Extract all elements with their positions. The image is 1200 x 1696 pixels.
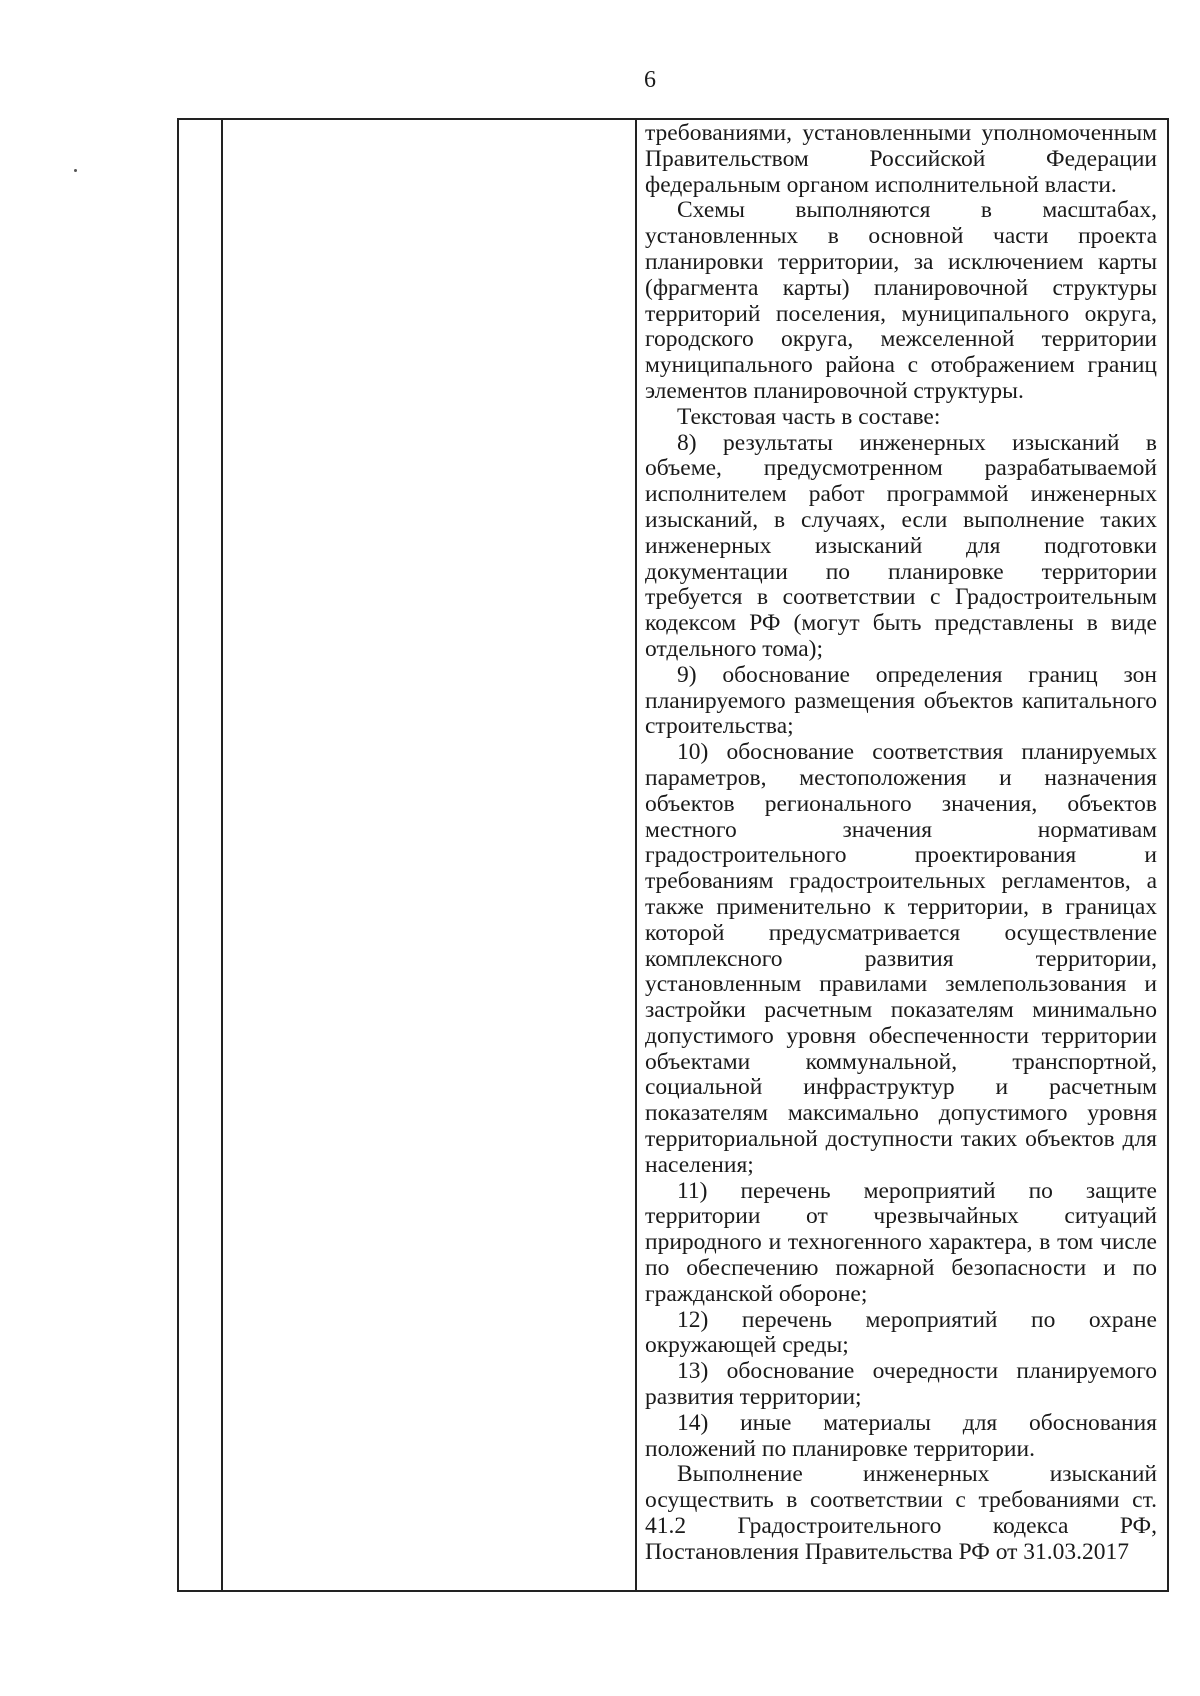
scan-speck (74, 169, 77, 172)
paragraph: 12) перечень мероприятий по охране окружающей среды; (645, 1306, 1157, 1359)
column-divider-right (635, 120, 637, 1590)
paragraph: 9) обоснование определения границ зон планируемого размещения объектов капитального строительства; (645, 661, 1157, 740)
paragraph: 8) результаты инженерных изысканий в объеме, предусмотренном разрабатываемой исполнителем работ программой инженерных изысканий, в случаях, если выполнение таких инженерных изысканий для подготовки документации по планировке территории требуется в соответствии с Градостроительным кодексом РФ (могут быть представлены в виде отдельного тома); (645, 429, 1157, 662)
requirements-text-cell (645, 121, 1157, 1566)
paragraph: Выполнение инженерных изысканий осуществить в соответствии с требованиями ст. 41.2 Градостроительного кодекса РФ, Постановления Правительства РФ от 31.03.2017 (645, 1461, 1157, 1565)
paragraph: 14) иные материалы для обоснования положений по планировке территории. (645, 1409, 1157, 1462)
paragraph: 10) обоснование соответствия планируемых параметров, местоположения и назначения объектов регионального значения, объектов местного значения нормативам градостроительного проектирования и требованиям градостроительных регламентов, а также применительно к территории, в границах которой предусматривается осуществление комплексного развития территории, установленным правилами землепользования и застройки расчетным показателям минимально допустимого уровня обеспеченности территории объектами коммунальной, транспортной, социальной инфраструктур и расчетным показателям максимально допустимого уровня территориальной доступности таких объектов для населения; (645, 739, 1157, 1178)
paragraph: 13) обоснование очередности планируемого развития территории; (645, 1358, 1157, 1411)
document-table (177, 118, 1169, 1592)
paragraph: 11) перечень мероприятий по защите территории от чрезвычайных ситуаций природного и техногенного характера, в том числе по обеспечению пожарной безопасности и по гражданской обороне; (645, 1177, 1157, 1307)
column-divider-left (221, 120, 223, 1590)
paragraph: требованиями, установленными уполномоченным Правительством Российской Федерации федеральным органом исполнительной власти. (645, 120, 1157, 198)
paragraph: Текстовая часть в составе: (677, 403, 941, 430)
paragraph: Схемы выполняются в масштабах, установленных в основной части проекта планировки территории, за исключением карты (фрагмента карты) планировочной структуры территорий поселения, муниципального округа, городского округа, межселенной территории муниципального района с отображением границ элементов планировочной структуры. (645, 197, 1157, 404)
page-number: 6 (644, 67, 656, 93)
